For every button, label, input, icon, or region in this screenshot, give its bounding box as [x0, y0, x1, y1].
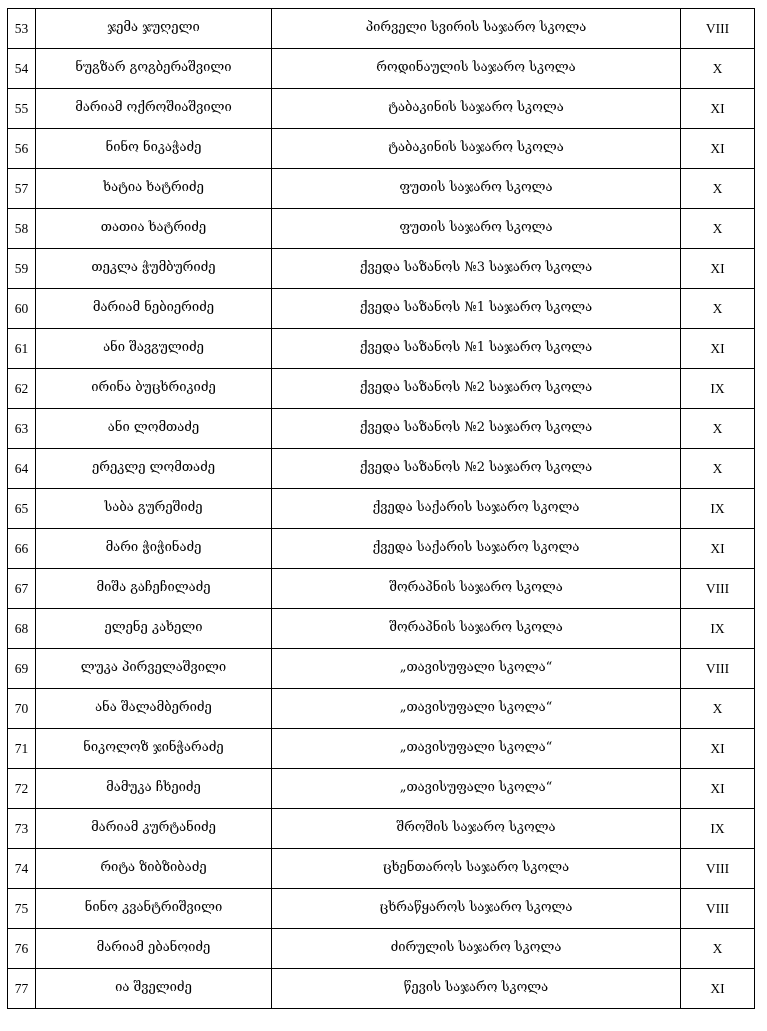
school-name-cell: „თავისუფალი სკოლა“ — [272, 649, 681, 689]
table-row — [8, 969, 755, 1009]
row-number-cell: 72 — [8, 769, 36, 809]
grade-cell: VIII — [681, 889, 755, 929]
table-row — [8, 769, 755, 809]
grade-cell: VIII — [681, 849, 755, 889]
row-number-cell: 55 — [8, 89, 36, 129]
table-row — [8, 689, 755, 729]
row-number-cell: 59 — [8, 249, 36, 289]
row-number-cell: 60 — [8, 289, 36, 329]
student-name-cell: ნინო კვანტრიშვილი — [36, 889, 272, 929]
row-number-cell: 53 — [8, 9, 36, 49]
grade-cell: XI — [681, 89, 755, 129]
student-name-cell: ლუკა პირველაშვილი — [36, 649, 272, 689]
student-name-cell: თეკლა ჭუმბურიძე — [36, 249, 272, 289]
school-name-cell: წევის საჯარო სკოლა — [272, 969, 681, 1009]
student-name-cell: ირინა ბუცხრიკიძე — [36, 369, 272, 409]
grade-cell: X — [681, 49, 755, 89]
grade-cell: XI — [681, 129, 755, 169]
student-name-cell: მამუკა ჩხეიძე — [36, 769, 272, 809]
row-number-cell: 76 — [8, 929, 36, 969]
student-name-cell: ია შველიძე — [36, 969, 272, 1009]
school-name-cell: პირველი სვირის საჯარო სკოლა — [272, 9, 681, 49]
school-name-cell: ქვედა საზანოს №1 საჯარო სკოლა — [272, 329, 681, 369]
student-name-cell: ხატია ხატრიძე — [36, 169, 272, 209]
table-row — [8, 89, 755, 129]
grade-cell: X — [681, 289, 755, 329]
row-number-cell: 64 — [8, 449, 36, 489]
student-name-cell: მარი ჭიჭინაძე — [36, 529, 272, 569]
grade-cell: X — [681, 209, 755, 249]
table-row — [8, 9, 755, 49]
table-row — [8, 649, 755, 689]
row-number-cell: 62 — [8, 369, 36, 409]
school-name-cell: ტაბაკინის საჯარო სკოლა — [272, 129, 681, 169]
grade-cell: X — [681, 169, 755, 209]
school-name-cell: ფუთის საჯარო სკოლა — [272, 169, 681, 209]
school-name-cell: როდინაულის საჯარო სკოლა — [272, 49, 681, 89]
table-row — [8, 609, 755, 649]
row-number-cell: 58 — [8, 209, 36, 249]
school-name-cell: „თავისუფალი სკოლა“ — [272, 769, 681, 809]
row-number-cell: 57 — [8, 169, 36, 209]
table-row — [8, 449, 755, 489]
student-name-cell: მარიამ ებანოიძე — [36, 929, 272, 969]
row-number-cell: 66 — [8, 529, 36, 569]
student-name-cell: თათია ხატრიძე — [36, 209, 272, 249]
table-row — [8, 289, 755, 329]
student-list-table — [7, 8, 755, 1009]
document-page — [7, 8, 755, 1009]
table-row — [8, 569, 755, 609]
row-number-cell: 63 — [8, 409, 36, 449]
grade-cell: IX — [681, 489, 755, 529]
school-name-cell: ქვედა საქარის საჯარო სკოლა — [272, 529, 681, 569]
grade-cell: IX — [681, 609, 755, 649]
row-number-cell: 56 — [8, 129, 36, 169]
table-row — [8, 209, 755, 249]
grade-cell: XI — [681, 769, 755, 809]
school-name-cell: შორაპნის საჯარო სკოლა — [272, 569, 681, 609]
table-row — [8, 369, 755, 409]
school-name-cell: ფუთის საჯარო სკოლა — [272, 209, 681, 249]
school-name-cell: ცხენთაროს საჯარო სკოლა — [272, 849, 681, 889]
school-name-cell: შორაპნის საჯარო სკოლა — [272, 609, 681, 649]
student-name-cell: მარიამ ოქროშიაშვილი — [36, 89, 272, 129]
student-name-cell: რიტა ზიბზიბაძე — [36, 849, 272, 889]
school-name-cell: „თავისუფალი სკოლა“ — [272, 689, 681, 729]
school-name-cell: ქვედა საზანოს №2 საჯარო სკოლა — [272, 449, 681, 489]
student-name-cell: ანი ლომთაძე — [36, 409, 272, 449]
row-number-cell: 73 — [8, 809, 36, 849]
grade-cell: VIII — [681, 649, 755, 689]
table-row — [8, 249, 755, 289]
grade-cell: X — [681, 409, 755, 449]
school-name-cell: ქვედა საზანოს №1 საჯარო სკოლა — [272, 289, 681, 329]
school-name-cell: ძირულის საჯარო სკოლა — [272, 929, 681, 969]
student-name-cell: მარიამ კურტანიძე — [36, 809, 272, 849]
row-number-cell: 68 — [8, 609, 36, 649]
row-number-cell: 75 — [8, 889, 36, 929]
student-name-cell: ელენე კახელი — [36, 609, 272, 649]
row-number-cell: 54 — [8, 49, 36, 89]
grade-cell: VIII — [681, 9, 755, 49]
school-name-cell: შროშის საჯარო სკოლა — [272, 809, 681, 849]
table-row — [8, 169, 755, 209]
table-row — [8, 409, 755, 449]
student-name-cell: ანა შალამბერიძე — [36, 689, 272, 729]
school-name-cell: ქვედა საზანოს №2 საჯარო სკოლა — [272, 409, 681, 449]
student-name-cell: ერეკლე ლომთაძე — [36, 449, 272, 489]
school-name-cell: ტაბაკინის საჯარო სკოლა — [272, 89, 681, 129]
row-number-cell: 74 — [8, 849, 36, 889]
student-name-cell: ნიკოლოზ ჯინჭარაძე — [36, 729, 272, 769]
grade-cell: XI — [681, 529, 755, 569]
grade-cell: X — [681, 449, 755, 489]
row-number-cell: 67 — [8, 569, 36, 609]
table-row — [8, 329, 755, 369]
student-name-cell: მარიამ ნებიერიძე — [36, 289, 272, 329]
school-name-cell: ქვედა საზანოს №2 საჯარო სკოლა — [272, 369, 681, 409]
grade-cell: IX — [681, 809, 755, 849]
row-number-cell: 77 — [8, 969, 36, 1009]
grade-cell: X — [681, 929, 755, 969]
grade-cell: IX — [681, 369, 755, 409]
student-name-cell: ჯემა ჯუღელი — [36, 9, 272, 49]
school-name-cell: „თავისუფალი სკოლა“ — [272, 729, 681, 769]
student-name-cell: მიშა გაჩეჩილაძე — [36, 569, 272, 609]
student-name-cell: ნინო ნიკაჭაძე — [36, 129, 272, 169]
school-name-cell: ცხრაწყაროს საჯარო სკოლა — [272, 889, 681, 929]
school-name-cell: ქვედა საზანოს №3 საჯარო სკოლა — [272, 249, 681, 289]
grade-cell: XI — [681, 329, 755, 369]
grade-cell: XI — [681, 249, 755, 289]
grade-cell: XI — [681, 969, 755, 1009]
row-number-cell: 71 — [8, 729, 36, 769]
table-row — [8, 929, 755, 969]
student-name-cell: საბა გურეშიძე — [36, 489, 272, 529]
table-row — [8, 49, 755, 89]
student-name-cell: ნუგზარ გოგბერაშვილი — [36, 49, 272, 89]
student-name-cell: ანი შავგულიძე — [36, 329, 272, 369]
school-name-cell: ქვედა საქარის საჯარო სკოლა — [272, 489, 681, 529]
table-row — [8, 529, 755, 569]
table-row — [8, 889, 755, 929]
grade-cell: VIII — [681, 569, 755, 609]
table-row — [8, 849, 755, 889]
grade-cell: X — [681, 689, 755, 729]
student-list-body — [8, 9, 755, 1009]
row-number-cell: 65 — [8, 489, 36, 529]
row-number-cell: 61 — [8, 329, 36, 369]
grade-cell: XI — [681, 729, 755, 769]
table-row — [8, 729, 755, 769]
row-number-cell: 69 — [8, 649, 36, 689]
table-row — [8, 489, 755, 529]
table-row — [8, 809, 755, 849]
table-row — [8, 129, 755, 169]
row-number-cell: 70 — [8, 689, 36, 729]
